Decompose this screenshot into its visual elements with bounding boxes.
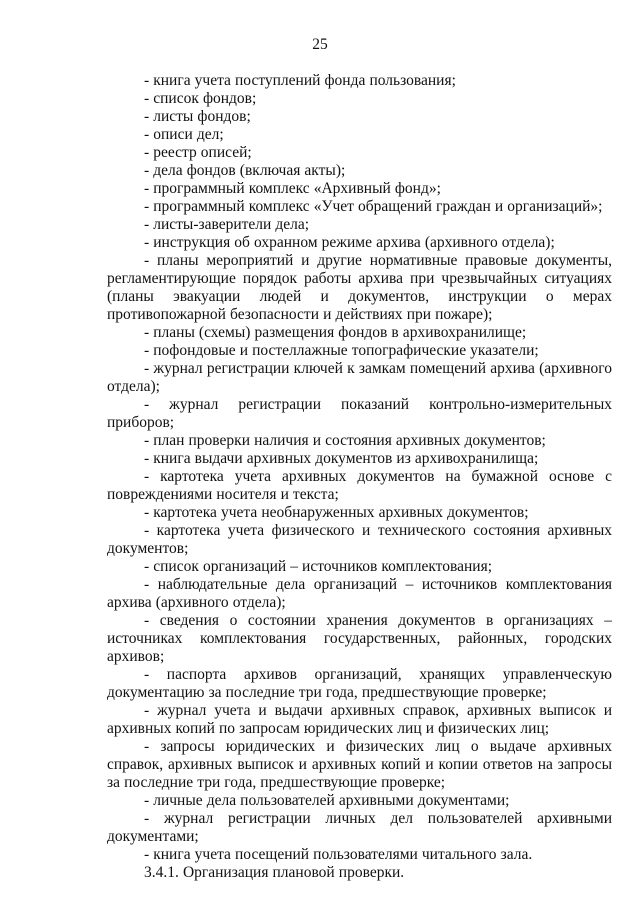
section-heading: 3.4.1. Организация плановой проверки. [144, 864, 405, 881]
list-item: - картотека учета физического и технического состояния архивных документов; [107, 522, 612, 557]
list-item: - реестр описей; [144, 144, 252, 161]
list-item: - картотека учета архивных документов на бумажной основе с повреждениями носителя и текста; [107, 468, 612, 503]
list-item: - книга учета поступлений фонда пользования; [144, 72, 456, 89]
list-item: - планы мероприятий и другие нормативные правовые документы, регламентирующие порядок работы архива при чрезвычайных ситуациях (планы эвакуации людей и документов, инструкции о мерах противопожарной безопасности и действиях при пожаре); [107, 252, 612, 323]
page-number: 25 [312, 36, 328, 53]
list-item: - планы (схемы) размещения фондов в архивохранилище; [144, 324, 527, 341]
list-item: - список организаций – источников комплектования; [144, 558, 493, 575]
list-item: - пофондовые и постеллажные топографические указатели; [144, 342, 539, 359]
list-item: - листы фондов; [144, 108, 251, 125]
list-item: - журнал учета и выдачи архивных справок, архивных выписок и архивных копий по запросам юридических лиц и физических лиц; [107, 702, 612, 737]
list-item: - листы-заверители дела; [144, 216, 310, 233]
list-item: - паспорта архивов организаций, хранящих управленческую документацию за последние три года, предшествующие проверке; [107, 666, 612, 701]
list-item: - картотека учета необнаруженных архивных документов; [144, 504, 529, 521]
list-item: - описи дел; [144, 126, 224, 143]
list-item: - список фондов; [144, 90, 257, 107]
list-item: - дела фондов (включая акты); [144, 162, 346, 179]
list-item: - книга учета посещений пользователями читального зала. [144, 846, 533, 863]
list-item: - план проверки наличия и состояния архивных документов; [144, 432, 546, 449]
list-item: - журнал регистрации личных дел пользователей архивными документами; [107, 810, 612, 845]
document-list [107, 72, 612, 864]
list-item: - программный комплекс «Учет обращений граждан и организаций»; [144, 198, 603, 215]
list-item: - программный комплекс «Архивный фонд»; [144, 180, 441, 197]
list-item: - журнал регистрации показаний контрольно-измерительных приборов; [107, 396, 612, 431]
list-item: - наблюдательные дела организаций – источников комплектования архива (архивного отдела); [107, 576, 612, 611]
list-item: - инструкция об охранном режиме архива (архивного отдела); [144, 234, 555, 251]
list-item: - личные дела пользователей архивными документами; [144, 792, 510, 809]
list-item: - запросы юридических и физических лиц о выдаче архивных справок, архивных выписок и архивных копий и копии ответов на запросы за последние три года, предшествующие проверке; [107, 738, 612, 791]
document-body [107, 72, 612, 882]
list-item: - книга выдачи архивных документов из архивохранилища; [144, 450, 539, 467]
list-item: - сведения о состоянии хранения документов в организациях – источниках комплектования государственных, районных, городских архивов; [107, 612, 612, 665]
list-item: - журнал регистрации ключей к замкам помещений архива (архивного отдела); [107, 360, 612, 395]
